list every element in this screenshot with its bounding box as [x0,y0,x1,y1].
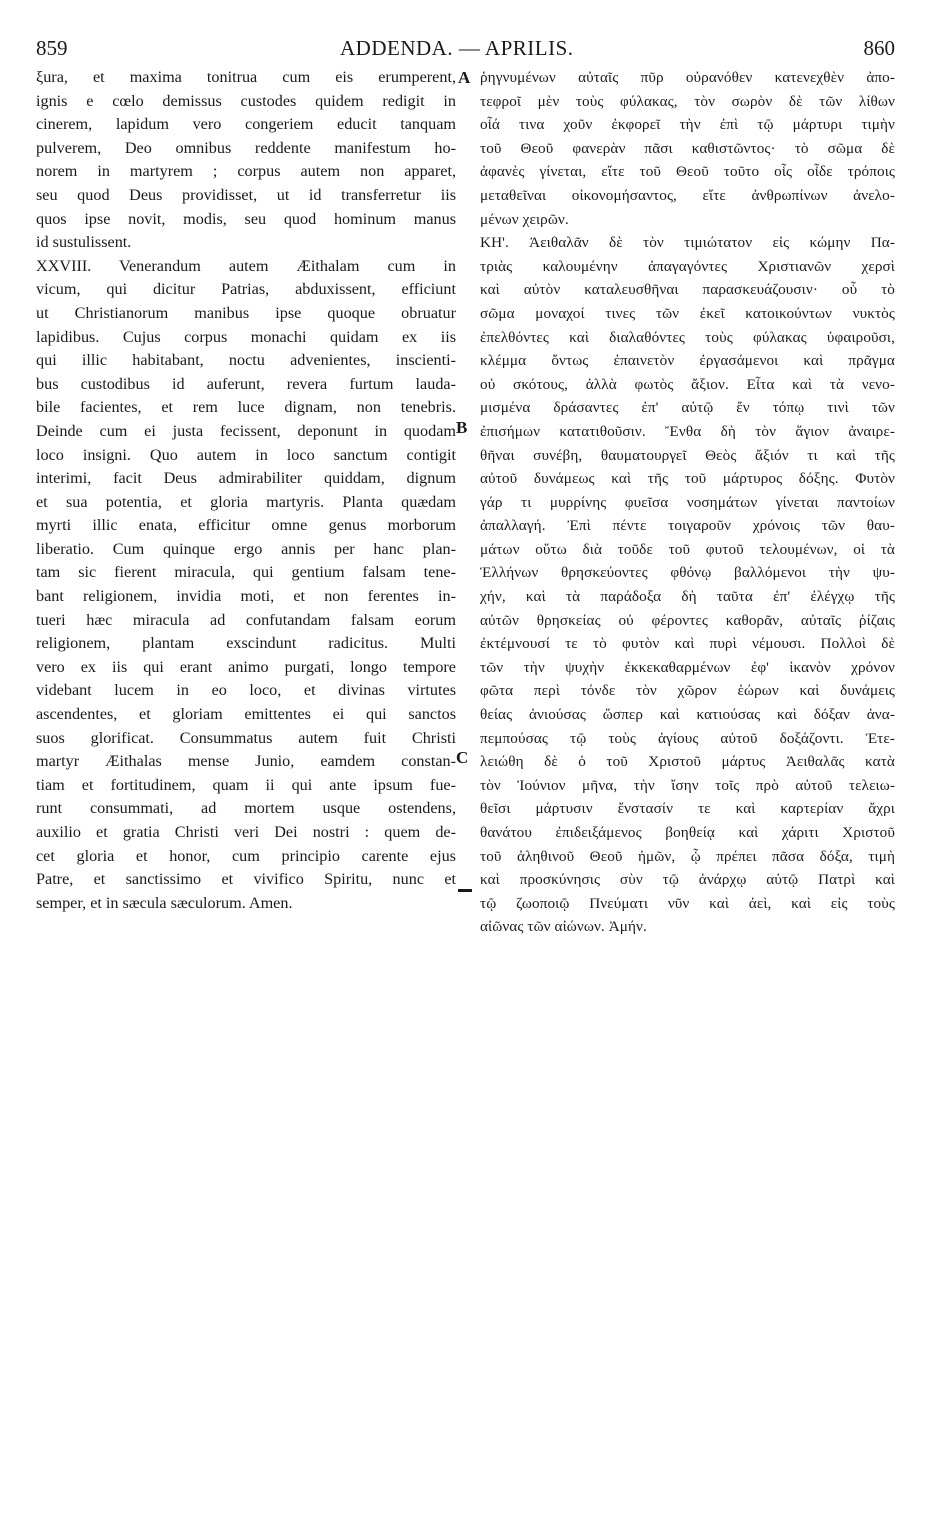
latin-text-line: tueri hæc miracula ad confutandam falsam eorum [36,610,456,629]
greek-text-line: θεῖσι μάρτυσιν ἔνστασίν τε καὶ καρτερίαν ἄχρι [480,800,895,818]
greek-text-line: τοῦ Θεοῦ φανερὰν πᾶσι καθιστῶντος· τὸ σῶμα δὲ [480,139,895,157]
greek-text-line: αὐτῶν θρησκείας οὐ φέροντες καθορᾶν, αὐταῖς ῥίζαις [480,611,895,629]
greek-text-line: ΚΗ'. Ἀειθαλᾶν δὲ τὸν τιμιώτατον εἰς κώμην Πα- [480,234,895,252]
latin-column [36,66,456,915]
latin-text-line: ξura, et maxima tonitrua cum eis erumperent, [36,68,456,86]
page-number-left: 859 [36,36,68,60]
greek-text-line: σῶμα μοναχοί τινες τῶν ἐκεῖ κατοικούντων νυκτὸς [480,304,895,322]
latin-text-line: cinerem, lapidum vero congeriem educit tanquam [36,115,456,134]
latin-text-line: tam sic fierent miracula, qui gentium falsam tene- [36,563,456,582]
latin-text-line: myrti illic enata, efficitur omne genus morborum [36,516,456,535]
greek-text-line: μισμένα δράσαντες ἐπ' αὐτῷ ἔν τόπῳ τινὶ τῶν [480,399,895,417]
latin-text-line: semper, et in sæcula sæculorum. Amen. [36,893,293,912]
latin-text-line: ignis e cœlo demissus custodes quidem redigit in [36,91,456,110]
greek-text-line: θείας ἀνιούσας ὥσπερ καὶ κατιούσας καὶ δόξαν ἀνα- [480,706,895,724]
greek-text-line: μάτων οὕτω διὰ τοῦδε τοῦ φυτοῦ τελουμένων, οἱ τὰ [480,540,895,558]
greek-text-line: χήν, καὶ τὰ παράδοξα δὴ ταῦτα ἐπ' ἐλέγχῳ τῆς [480,588,895,606]
latin-text-line: qui illic habitabant, noctu advenientes, inscienti- [36,351,456,370]
latin-text-line: pulverem, Deo omnibus reddente manifestum ho- [36,138,456,157]
latin-text-line: ascendentes, et gloriam emittentes ei qui sanctos [36,705,456,724]
greek-text-line: κλέμμα ὄντως ἐπαινετὸν ἐργασάμενοι καὶ πρᾶγμα [480,352,895,370]
greek-text-line: ῥηγνυμένων αὐταῖς πῦρ οὐρανόθεν κατενεχθὲν ἀπο- [480,69,895,86]
latin-text-line: loco insigni. Quo autem in loco sanctum contigit [36,445,456,464]
greek-text-line: αἰῶνας τῶν αἰώνων. Ἀμήν. [480,918,647,936]
latin-text-line: ut Christianorum manibus ipse quoque obruatur [36,303,456,322]
latin-text-line: id sustulissent. [36,233,132,252]
latin-text-line: Patre, et sanctissimo et vivifico Spiritu, nunc et [36,870,456,889]
latin-text-line: vero ex iis qui erant animo purgati, longo tempore [36,657,456,676]
greek-column [480,66,895,939]
latin-text-line: cet gloria et honor, cum principio carente ejus [36,846,456,865]
latin-text-line: et sua potentia, et gloria martyris. Planta quædam [36,492,456,511]
greek-text-line: οὐ σκότους, ἀλλὰ φωτὸς ἄξιον. Εἶτα καὶ τὰ νενο- [480,375,895,393]
greek-text-line: ἀπαλλαγή. Ἐπὶ πέντε τοιγαροῦν χρόνοις τῶν θαυ- [480,517,895,535]
greek-text-line: θῆναι συνέβη, θαυματουργεῖ Θεὸς ἄξιόν τι καὶ τῆς [480,446,895,464]
margin-marker-b: B [456,418,468,437]
greek-text-line: ἐπελθόντες καὶ διαλαθόντες τοὺς φύλακας ὑφαιροῦσι, [480,328,895,346]
greek-text-line: πεμπούσας τῷ τοὺς ἁγίους αὐτοῦ δοξάζοντι. Ἐτε- [480,729,895,747]
latin-text-line: interimi, facit Deus admirabiliter quiddam, dignum [36,469,456,488]
greek-text-line: λειώθη δὲ ὁ τοῦ Χριστοῦ μάρτυς Ἀειθαλᾶς κατὰ [480,753,895,771]
greek-text-line: τῶν τὴν ψυχὴν ἐκκεκαθαρμένων ἐφ' ἱκανὸν χρόνον [480,658,895,676]
greek-text-line: ἀφανὲς γίνεται, εἴτε τοῦ Θεοῦ τοῦτο οἷς οἶδε τρόποις [480,163,895,181]
latin-text-line: quos ipse novit, modis, seu quod hominum manus [36,209,456,228]
greek-text-line: καὶ αὐτὸν καταλευσθῆναι παρασκευάζουσιν· οὗ τὸ [480,281,895,299]
greek-text-line: τριὰς καλουμένην ἀπαγαγόντες Χριστιανῶν χερσὶ [480,257,895,275]
greek-text-line: ἐπισήμων κατατιθοῦσιν. Ἔνθα δὴ τὸν ἅγιον ἀναιρε- [480,422,895,440]
margin-marker-a: A [458,68,471,87]
greek-text-line: ἐκτέμνουσί τε τὸ φυτὸν καὶ πυρὶ νέμουσι. Πολλοὶ δὲ [480,635,895,653]
latin-text-line: liberatio. Cum quinque ergo annis per hanc plan- [36,539,456,558]
greek-text-line: τῷ ζωοποιῷ Πνεύματι νῦν καὶ ἀεὶ, καὶ εἰς τοὺς [480,894,895,912]
latin-text-line: bus custodibus id auferunt, revera furtum lauda- [36,374,456,393]
latin-text-line: XXVIII. Venerandum autem Æithalam cum in [36,256,456,275]
greek-text-line: τεφροῖ μὲν τοὺς φύλακας, τὸν σωρὸν δὲ τῶν λίθων [480,92,895,110]
greek-text-line: οἷά τινα χοῦν ἐκφορεῖ τὴν ἐπὶ τῷ μάρτυρι τιμὴν [480,116,895,134]
greek-text-line: Ἑλλήνων θρησκεύοντες φθόνῳ βαλλόμενοι τὴν ψυ- [480,564,895,582]
latin-text-line: suos glorificat. Consummatus autem fuit Christi [36,728,456,747]
latin-text-line: vicum, qui dicitur Patrias, abduxissent, efficiunt [36,280,456,299]
latin-text-line: martyr Æithalas mense Junio, eamdem constan- [36,752,456,771]
greek-text-line: μένων χειρῶν. [480,210,569,228]
latin-text-line: Deinde cum ei justa fecissent, deponunt in quodam [36,421,456,440]
latin-text-line: norem in martyrem ; corpus autem non apparet, [36,162,456,181]
greek-text-line: τὸν Ἰούνιον μῆνα, τὴν ἴσην τοῖς πρὸ αὐτοῦ τελειω- [480,776,895,794]
latin-text-line: bile facientes, et rem luce dignam, non tenebris. [36,398,456,417]
greek-text-line: καὶ προσκύνησις σὺν τῷ ἀνάρχῳ αὐτῷ Πατρὶ καὶ [480,871,895,889]
latin-text-line: religionem, plantam exscindunt radicitus. Multi [36,634,456,653]
margin-marker-c: C [456,748,469,767]
greek-text-line: μεταθεῖναι οἰκονομήσαντος, εἴτε ἀνθρωπίνων ἀνελο- [480,186,895,204]
latin-text-line: runt consummati, ad mortem usque ostendens, [36,799,456,818]
latin-text-line: bant religionem, invidia moti, et non ferentes in- [36,587,456,606]
end-dash [458,889,472,892]
page-header [0,36,929,64]
latin-text-line: tiam et fortitudinem, quam ii qui ante ipsum fue- [36,775,456,794]
running-title: ADDENDA. — APRILIS. [340,36,574,60]
greek-text-line: αὐτοῦ δυνάμεως καὶ τῆς τοῦ μάρτυρος δόξης. Φυτὸν [480,470,895,488]
latin-text-line: seu quod Deus providisset, ut id transferretur iis [36,185,456,204]
latin-text-line: lapidibus. Cujus corpus monachi quidam ex iis [36,327,456,346]
latin-text-line: videbant lucem in eo loco, et divinas virtutes [36,681,456,700]
latin-text-line: auxilio et gratia Christi veri Dei nostri : quem de- [36,823,456,841]
greek-text-line: θανάτου ἐπιδειξάμενος βοηθείᾳ καὶ χάριτι Χριστοῦ [480,824,895,841]
greek-text-line: τοῦ ἀληθινοῦ Θεοῦ ἡμῶν, ᾧ πρέπει πᾶσα δόξα, τιμὴ [480,847,895,865]
page-number-right: 860 [863,36,895,60]
greek-text-line: γάρ τι μυρρίνης φυεῖσα νοσημάτων γίνεται παντοίων [480,493,895,511]
greek-text-line: φῶτα περὶ τόνδε τὸν χῶρον ἑώρων καὶ δυνάμεις [480,682,895,700]
